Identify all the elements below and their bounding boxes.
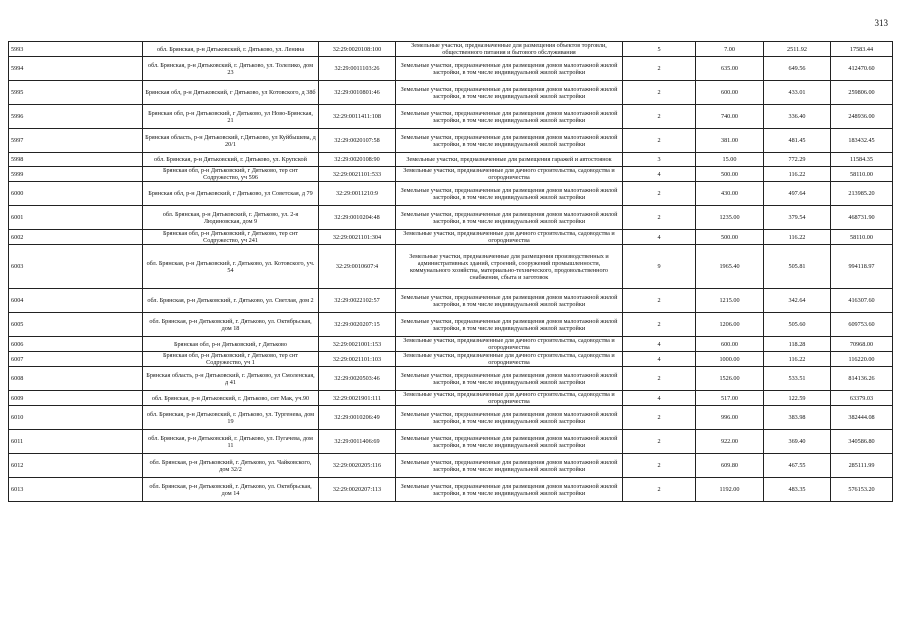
- cadastral-value-cell: 340586.80: [831, 430, 893, 454]
- address-cell: обл. Брянская, р-н Дятьковский, г. Дятьково, ул. Октябрьская, дом 14: [143, 478, 319, 502]
- land-use-cell: Земельные участки, предназначенные для размещения домов малоэтажной жилой застройки, в том числе индивидуальной жилой застройки: [396, 129, 623, 153]
- table-row: [9, 337, 893, 352]
- table-row: [9, 153, 893, 167]
- unit-value-cell: 383.98: [764, 406, 831, 430]
- area-cell: 600.00: [696, 81, 764, 105]
- row-number: 6003: [9, 245, 143, 289]
- row-number: 6000: [9, 182, 143, 206]
- row-number: 5998: [9, 153, 143, 167]
- cadastral-value-table: [8, 41, 893, 502]
- unit-value-cell: 649.56: [764, 57, 831, 81]
- unit-value-cell: 483.35: [764, 478, 831, 502]
- row-number: 5993: [9, 42, 143, 57]
- address-cell: обл. Брянская, р-н Дятьковский, г. Дятьково, ул. Котовского, уч. 54: [143, 245, 319, 289]
- cadastral-number-cell: 32:29:0020503:46: [319, 367, 396, 391]
- table-row: [9, 230, 893, 245]
- land-use-cell: Земельные участки, предназначенные для размещения гаражей и автостоянок: [396, 153, 623, 167]
- land-use-cell: Земельные участки, предназначенные для размещения домов малоэтажной жилой застройки, в том числе индивидуальной жилой застройки: [396, 454, 623, 478]
- land-use-cell: Земельные участки, предназначенные для размещения домов малоэтажной жилой застройки, в том числе индивидуальной жилой застройки: [396, 57, 623, 81]
- address-cell: Брянская область, р-н Дятьковский, г. Дятьково, ул Смоленская, д 41: [143, 367, 319, 391]
- cadastral-value-cell: 609753.60: [831, 313, 893, 337]
- cadastral-number-cell: 32:29:0020108:100: [319, 42, 396, 57]
- land-use-cell: Земельные участки, предназначенные для дачного строительства, садоводства и огородничества: [396, 167, 623, 182]
- land-use-cell: Земельные участки, предназначенные для размещения домов малоэтажной жилой застройки, в том числе индивидуальной жилой застройки: [396, 478, 623, 502]
- row-number: 6007: [9, 352, 143, 367]
- address-cell: обл. Брянская, р-н Дятьковский, г. Дятьково, ул. Октябрьская, дом 18: [143, 313, 319, 337]
- group-cell: 2: [623, 81, 696, 105]
- row-number: 5994: [9, 57, 143, 81]
- area-cell: 1965.40: [696, 245, 764, 289]
- page-number: 313: [874, 18, 888, 28]
- cadastral-number-cell: 32:29:0020207:113: [319, 478, 396, 502]
- group-cell: 5: [623, 42, 696, 57]
- row-number: 6013: [9, 478, 143, 502]
- land-use-cell: Земельные участки, предназначенные для размещения домов малоэтажной жилой застройки, в том числе индивидуальной жилой застройки: [396, 430, 623, 454]
- unit-value-cell: 122.59: [764, 391, 831, 406]
- cadastral-value-cell: 285111.99: [831, 454, 893, 478]
- unit-value-cell: 505.81: [764, 245, 831, 289]
- area-cell: 1000.00: [696, 352, 764, 367]
- row-number: 6004: [9, 289, 143, 313]
- area-cell: 1206.00: [696, 313, 764, 337]
- cadastral-value-cell: 183432.45: [831, 129, 893, 153]
- row-number: 6010: [9, 406, 143, 430]
- address-cell: обл. Брянская, р-н Дятьковский, г. Дятьково, ул. Толелико, дом 23: [143, 57, 319, 81]
- cadastral-number-cell: 32:29:0021101:304: [319, 230, 396, 245]
- cadastral-number-cell: 32:29:0011411:108: [319, 105, 396, 129]
- group-cell: 2: [623, 454, 696, 478]
- row-number: 5997: [9, 129, 143, 153]
- land-use-cell: Земельные участки, предназначенные для размещения объектов торговли, общественного питания и бытового обслуживания: [396, 42, 623, 57]
- area-cell: 430.00: [696, 182, 764, 206]
- cadastral-value-cell: 412470.60: [831, 57, 893, 81]
- table-row: [9, 289, 893, 313]
- land-use-cell: Земельные участки, предназначенные для размещения домов малоэтажной жилой застройки, в том числе индивидуальной жилой застройки: [396, 182, 623, 206]
- row-number: 5999: [9, 167, 143, 182]
- cadastral-value-cell: 468731.90: [831, 206, 893, 230]
- address-cell: Брянская обл, р-н Дятьковский, г Дятьково, тер снт Содружество, уч 1: [143, 352, 319, 367]
- row-number: 6002: [9, 230, 143, 245]
- unit-value-cell: 533.51: [764, 367, 831, 391]
- area-cell: 1526.00: [696, 367, 764, 391]
- cadastral-number-cell: 32:29:0010801:46: [319, 81, 396, 105]
- row-number: 6009: [9, 391, 143, 406]
- group-cell: 2: [623, 313, 696, 337]
- unit-value-cell: 481.45: [764, 129, 831, 153]
- land-use-cell: Земельные участки, предназначенные для размещения домов малоэтажной жилой застройки, в том числе индивидуальной жилой застройки: [396, 313, 623, 337]
- address-cell: обл. Брянская, р-н Дятьковский, г. Дятьково, ул. Чайковского, дом 32/2: [143, 454, 319, 478]
- unit-value-cell: 116.22: [764, 352, 831, 367]
- group-cell: 2: [623, 206, 696, 230]
- group-cell: 2: [623, 129, 696, 153]
- unit-value-cell: 342.64: [764, 289, 831, 313]
- table-row: [9, 57, 893, 81]
- cadastral-value-cell: 116220.00: [831, 352, 893, 367]
- cadastral-value-cell: 58110.00: [831, 167, 893, 182]
- row-number: 6012: [9, 454, 143, 478]
- cadastral-value-cell: 576153.20: [831, 478, 893, 502]
- area-cell: 600.00: [696, 337, 764, 352]
- address-cell: обл. Брянская, р-н Дятьковский, г. Дятьково, ул. Пугачева, дом 11: [143, 430, 319, 454]
- unit-value-cell: 116.22: [764, 167, 831, 182]
- unit-value-cell: 379.54: [764, 206, 831, 230]
- address-cell: Брянская область, р-н Дятьковский, г.Дятьково, ул Куйбышева, д 20/1: [143, 129, 319, 153]
- address-cell: обл. Брянская, р-н Дятьковский, г. Дятьково, ул. 2-я Людиновская, дом 9: [143, 206, 319, 230]
- land-use-cell: Земельные участки, предназначенные для размещения домов малоэтажной жилой застройки, в том числе индивидуальной жилой застройки: [396, 289, 623, 313]
- area-cell: 922.00: [696, 430, 764, 454]
- cadastral-value-cell: 58110.00: [831, 230, 893, 245]
- group-cell: 2: [623, 182, 696, 206]
- unit-value-cell: 2511.92: [764, 42, 831, 57]
- area-cell: 1215.00: [696, 289, 764, 313]
- area-cell: 7.00: [696, 42, 764, 57]
- address-cell: Брянская обл, р-н Дятьковский, г Дятьково, тер снт Содружество, уч 596: [143, 167, 319, 182]
- group-cell: 2: [623, 430, 696, 454]
- land-use-cell: Земельные участки, предназначенные для дачного строительства, садоводства и огородничества: [396, 352, 623, 367]
- table-row: [9, 167, 893, 182]
- cadastral-value-cell: 63379.03: [831, 391, 893, 406]
- land-use-cell: Земельные участки, предназначенные для дачного строительства, садоводства и огородничества: [396, 391, 623, 406]
- group-cell: 2: [623, 105, 696, 129]
- table-body: [9, 42, 893, 502]
- land-use-cell: Земельные участки, предназначенные для размещения домов малоэтажной жилой застройки, в том числе индивидуальной жилой застройки: [396, 81, 623, 105]
- table-row: [9, 129, 893, 153]
- cadastral-value-cell: 248936.00: [831, 105, 893, 129]
- land-use-cell: Земельные участки, предназначенные для размещения производственных и административных зданий, строений, сооружений промышленности, коммунального хозяйства, материально-технического, продовольственного снабжения, сбыта и заготовок: [396, 245, 623, 289]
- group-cell: 2: [623, 406, 696, 430]
- row-number: 5996: [9, 105, 143, 129]
- table-row: [9, 478, 893, 502]
- address-cell: обл. Брянская, р-н Дятьковский, г. Дятьково, снт Мак, уч.90: [143, 391, 319, 406]
- area-cell: 609.80: [696, 454, 764, 478]
- table-row: [9, 105, 893, 129]
- cadastral-number-cell: 32:29:0021101:103: [319, 352, 396, 367]
- cadastral-number-cell: 32:29:0011103:26: [319, 57, 396, 81]
- cadastral-value-cell: 213985.20: [831, 182, 893, 206]
- cadastral-number-cell: 32:29:0021001:153: [319, 337, 396, 352]
- address-cell: Брянская обл, р-н Дятьковский, г Дятьково, ул Котовского, д 38б: [143, 81, 319, 105]
- unit-value-cell: 336.40: [764, 105, 831, 129]
- address-cell: Брянская обл, р-н Дятьковский, г Дятьково, тер снт Содружество, уч 241: [143, 230, 319, 245]
- row-number: 6005: [9, 313, 143, 337]
- group-cell: 4: [623, 352, 696, 367]
- cadastral-number-cell: 32:29:0020108:90: [319, 153, 396, 167]
- land-use-cell: Земельные участки, предназначенные для размещения домов малоэтажной жилой застройки, в том числе индивидуальной жилой застройки: [396, 367, 623, 391]
- row-number: 5995: [9, 81, 143, 105]
- unit-value-cell: 772.29: [764, 153, 831, 167]
- address-cell: обл. Брянская, р-н Дятьковский, г. Дятьково, ул. Тургенева, дом 19: [143, 406, 319, 430]
- area-cell: 1235.00: [696, 206, 764, 230]
- area-cell: 517.00: [696, 391, 764, 406]
- area-cell: 740.00: [696, 105, 764, 129]
- unit-value-cell: 467.55: [764, 454, 831, 478]
- cadastral-number-cell: 32:29:0020205:116: [319, 454, 396, 478]
- group-cell: 4: [623, 167, 696, 182]
- table-row: [9, 391, 893, 406]
- area-cell: 381.00: [696, 129, 764, 153]
- area-cell: 1192.00: [696, 478, 764, 502]
- address-cell: Брянская обл, р-н Дятьковский, г Дятьково, ул Ново-Брянская, 21: [143, 105, 319, 129]
- area-cell: 500.00: [696, 230, 764, 245]
- area-cell: 15.00: [696, 153, 764, 167]
- table-row: [9, 352, 893, 367]
- cadastral-value-cell: 416307.60: [831, 289, 893, 313]
- address-cell: Брянская обл, р-н Дятьковский, г Дятьково, ул Советская, д 79: [143, 182, 319, 206]
- unit-value-cell: 497.64: [764, 182, 831, 206]
- cadastral-value-cell: 17583.44: [831, 42, 893, 57]
- group-cell: 4: [623, 337, 696, 352]
- table-row: [9, 313, 893, 337]
- group-cell: 2: [623, 478, 696, 502]
- cadastral-number-cell: 32:29:0011210:9: [319, 182, 396, 206]
- row-number: 6001: [9, 206, 143, 230]
- address-cell: обл. Брянская, р-н Дятьковский, г. Дятьково, ул. Крупской: [143, 153, 319, 167]
- table-row: [9, 367, 893, 391]
- unit-value-cell: 505.60: [764, 313, 831, 337]
- table-row: [9, 406, 893, 430]
- table-row: [9, 206, 893, 230]
- group-cell: 3: [623, 153, 696, 167]
- cadastral-value-cell: 259806.00: [831, 81, 893, 105]
- area-cell: 500.00: [696, 167, 764, 182]
- address-cell: Брянская обл, р-н Дятьковский, г Дятьково: [143, 337, 319, 352]
- row-number: 6006: [9, 337, 143, 352]
- unit-value-cell: 118.28: [764, 337, 831, 352]
- table-row: [9, 430, 893, 454]
- cadastral-number-cell: 32:29:0020207:15: [319, 313, 396, 337]
- cadastral-value-cell: 11584.35: [831, 153, 893, 167]
- group-cell: 4: [623, 391, 696, 406]
- group-cell: 2: [623, 367, 696, 391]
- row-number: 6011: [9, 430, 143, 454]
- group-cell: 4: [623, 230, 696, 245]
- land-use-cell: Земельные участки, предназначенные для дачного строительства, садоводства и огородничества: [396, 337, 623, 352]
- table-row: [9, 245, 893, 289]
- land-use-cell: Земельные участки, предназначенные для дачного строительства, садоводства и огородничества: [396, 230, 623, 245]
- cadastral-number-cell: 32:29:0021101:533: [319, 167, 396, 182]
- unit-value-cell: 369.40: [764, 430, 831, 454]
- cadastral-value-cell: 382444.08: [831, 406, 893, 430]
- group-cell: 2: [623, 57, 696, 81]
- cadastral-number-cell: 32:29:0021901:111: [319, 391, 396, 406]
- row-number: 6008: [9, 367, 143, 391]
- unit-value-cell: 116.22: [764, 230, 831, 245]
- unit-value-cell: 433.01: [764, 81, 831, 105]
- cadastral-number-cell: 32:29:0010206:49: [319, 406, 396, 430]
- cadastral-number-cell: 32:29:0010204:48: [319, 206, 396, 230]
- address-cell: обл. Брянская, р-н Дятьковский, г. Дятьково, ул. Светлая, дом 2: [143, 289, 319, 313]
- land-use-cell: Земельные участки, предназначенные для размещения домов малоэтажной жилой застройки, в том числе индивидуальной жилой застройки: [396, 105, 623, 129]
- cadastral-number-cell: 32:29:0020107:58: [319, 129, 396, 153]
- group-cell: 2: [623, 289, 696, 313]
- table-row: [9, 182, 893, 206]
- cadastral-value-cell: 70968.00: [831, 337, 893, 352]
- area-cell: 996.00: [696, 406, 764, 430]
- cadastral-value-cell: 814136.26: [831, 367, 893, 391]
- land-use-cell: Земельные участки, предназначенные для размещения домов малоэтажной жилой застройки, в том числе индивидуальной жилой застройки: [396, 406, 623, 430]
- table-row: [9, 42, 893, 57]
- group-cell: 9: [623, 245, 696, 289]
- cadastral-number-cell: 32:29:0010607:4: [319, 245, 396, 289]
- land-use-cell: Земельные участки, предназначенные для размещения домов малоэтажной жилой застройки, в том числе индивидуальной жилой застройки: [396, 206, 623, 230]
- cadastral-value-cell: 994118.97: [831, 245, 893, 289]
- cadastral-number-cell: 32:29:0011406:69: [319, 430, 396, 454]
- table-row: [9, 81, 893, 105]
- address-cell: обл. Брянская, р-н Дятьковский, г. Дятьково, ул. Ленина: [143, 42, 319, 57]
- table-row: [9, 454, 893, 478]
- cadastral-number-cell: 32:29:0022102:57: [319, 289, 396, 313]
- area-cell: 635.00: [696, 57, 764, 81]
